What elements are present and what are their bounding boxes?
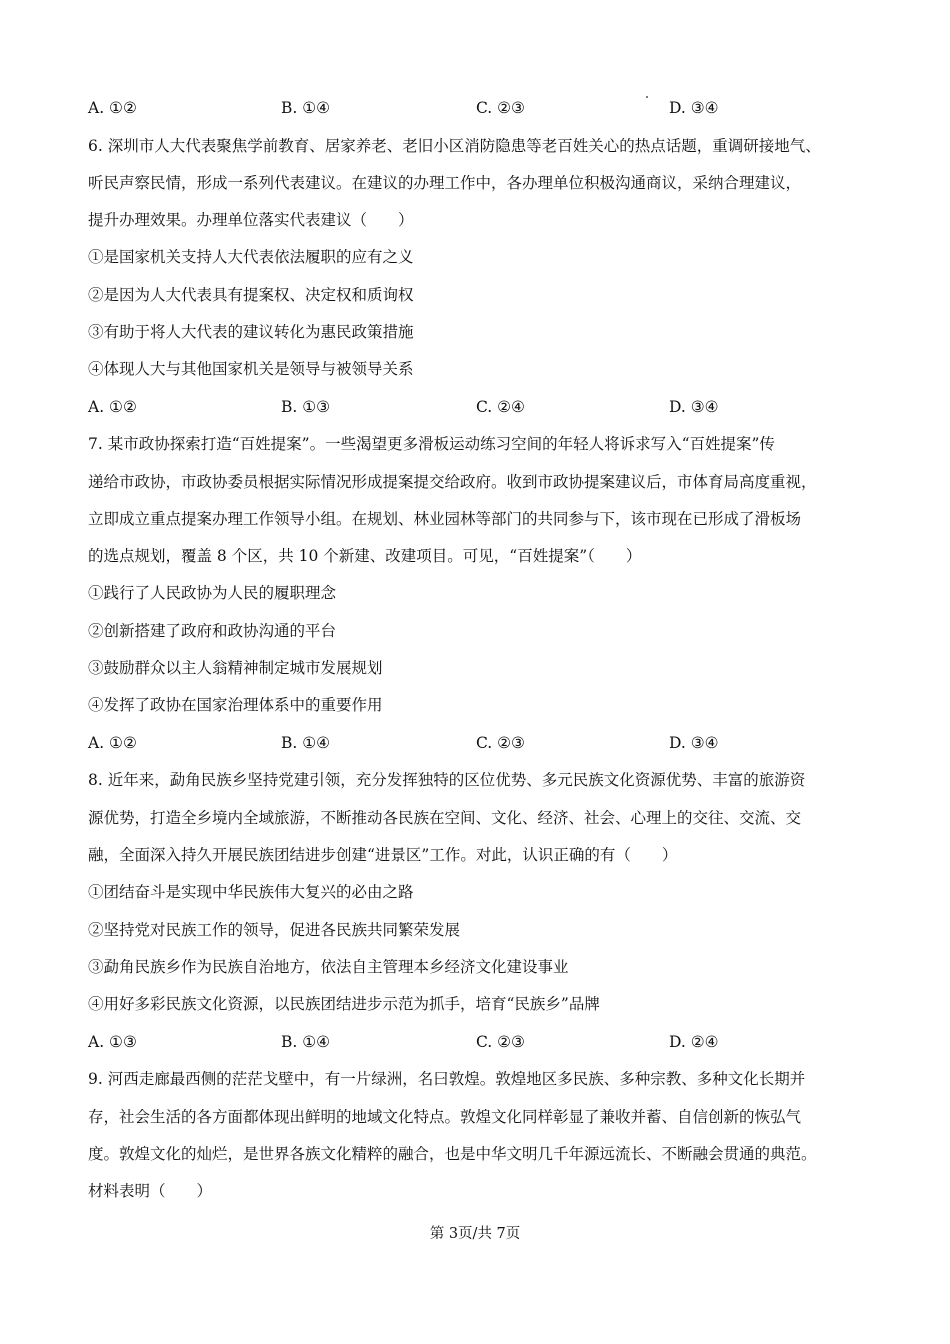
scan-speck [646, 96, 648, 98]
q7-options [88, 733, 868, 753]
q6-option-a: A. ①② [88, 398, 137, 416]
q7-option-a: A. ①② [88, 734, 137, 752]
q6-item-4: ④体现人大与其他国家机关是领导与被领导关系 [88, 360, 414, 378]
q7-stem-line: 7. 某市政协探索打造“百姓提案”。一些渴望更多滑板运动练习空间的年轻人将诉求写入“百姓提案”传 [88, 435, 775, 453]
q5-options [88, 98, 868, 118]
q7-option-d: D. ③④ [669, 734, 719, 752]
q6-item-1: ①是国家机关支持人大代表依法履职的应有之义 [88, 248, 414, 266]
q7-stem-line: 递给市政协，市政协委员根据实际情况形成提案提交给政府。收到市政协提案建议后，市体育局高度重视， [88, 473, 817, 491]
q8-stem-line: 融，全面深入持久开展民族团结进步创建“进景区”工作。对此，认识正确的有（ ） [88, 846, 678, 864]
q6-stem-line: 听民声察民情，形成一系列代表建议。在建议的办理工作中，各办理单位积极沟通商议，采纳合理建议， [88, 174, 802, 192]
q7-item-3: ③鼓励群众以主人翁精神制定城市发展规划 [88, 659, 383, 677]
q7-stem-line: 立即成立重点提案办理工作领导小组。在规划、林业园林等部门的共同参与下，该市现在已形成了滑板场 [88, 510, 802, 528]
q7-option-b: B. ①④ [281, 734, 331, 752]
q8-option-a: A. ①③ [88, 1033, 137, 1051]
q9-stem-line: 材料表明（ ） [88, 1182, 213, 1200]
q8-stem-line: 源优势，打造全乡境内全域旅游，不断推动各民族在空间、文化、经济、社会、心理上的交往、交流、交 [88, 809, 802, 827]
q6-option-c: C. ②④ [476, 398, 525, 416]
q8-option-b: B. ①④ [281, 1033, 331, 1051]
q8-stem-line: 8. 近年来，勐角民族乡坚持党建引领，充分发挥独特的区位优势、多元民族文化资源优势、丰富的旅游资 [88, 771, 806, 789]
q8-item-3: ③勐角民族乡作为民族自治地方，依法自主管理本乡经济文化建设事业 [88, 958, 569, 976]
q5-option-d: D. ③④ [669, 99, 719, 117]
q8-option-c: C. ②③ [476, 1033, 525, 1051]
q7-option-c: C. ②③ [476, 734, 525, 752]
q7-item-2: ②创新搭建了政府和政协沟通的平台 [88, 622, 337, 640]
q9-stem-line: 9. 河西走廊最西侧的茫茫戈壁中，有一片绿洲，名曰敦煌。敦煌地区多民族、多种宗教、多种文化长期并 [88, 1070, 806, 1088]
q6-option-b: B. ①③ [281, 398, 331, 416]
q6-stem-line: 6. 深圳市人大代表聚焦学前教育、居家养老、老旧小区消防隐患等老百姓关心的热点话题，重调研接地气、 [88, 137, 821, 155]
q8-option-d: D. ②④ [669, 1033, 719, 1051]
q5-option-b: B. ①④ [281, 99, 331, 117]
q9-stem-line: 存，社会生活的各方面都体现出鲜明的地域文化特点。敦煌文化同样彰显了兼收并蓄、自信创新的恢弘气 [88, 1108, 802, 1126]
q6-item-3: ③有助于将人大代表的建议转化为惠民政策措施 [88, 323, 414, 341]
q8-item-4: ④用好多彩民族文化资源，以民族团结进步示范为抓手，培育“民族乡”品牌 [88, 995, 600, 1013]
q5-option-c: C. ②③ [476, 99, 525, 117]
q6-stem-line: 提升办理效果。办理单位落实代表建议（ ） [88, 211, 414, 229]
q7-stem-line: 的选点规划，覆盖 8 个区，共 10 个新建、改建项目。可见，“百姓提案”（ ） [88, 547, 642, 565]
q8-item-2: ②坚持党对民族工作的领导，促进各民族共同繁荣发展 [88, 921, 461, 939]
q8-options [88, 1032, 868, 1052]
q7-item-1: ①践行了人民政协为人民的履职理念 [88, 584, 337, 602]
page-number: 第 3页/共 7页 [429, 1226, 521, 1242]
q6-option-d: D. ③④ [669, 398, 719, 416]
q9-stem-line: 度。敦煌文化的灿烂，是世界各族文化精粹的融合，也是中华文明几千年源远流长、不断融会贯通的典范。 [88, 1145, 817, 1163]
q6-item-2: ②是因为人大代表具有提案权、决定权和质询权 [88, 286, 414, 304]
q6-options [88, 397, 868, 417]
q7-item-4: ④发挥了政协在国家治理体系中的重要作用 [88, 696, 383, 714]
q5-option-a: A. ①② [88, 99, 137, 117]
q8-item-1: ①团结奋斗是实现中华民族伟大复兴的必由之路 [88, 883, 414, 901]
